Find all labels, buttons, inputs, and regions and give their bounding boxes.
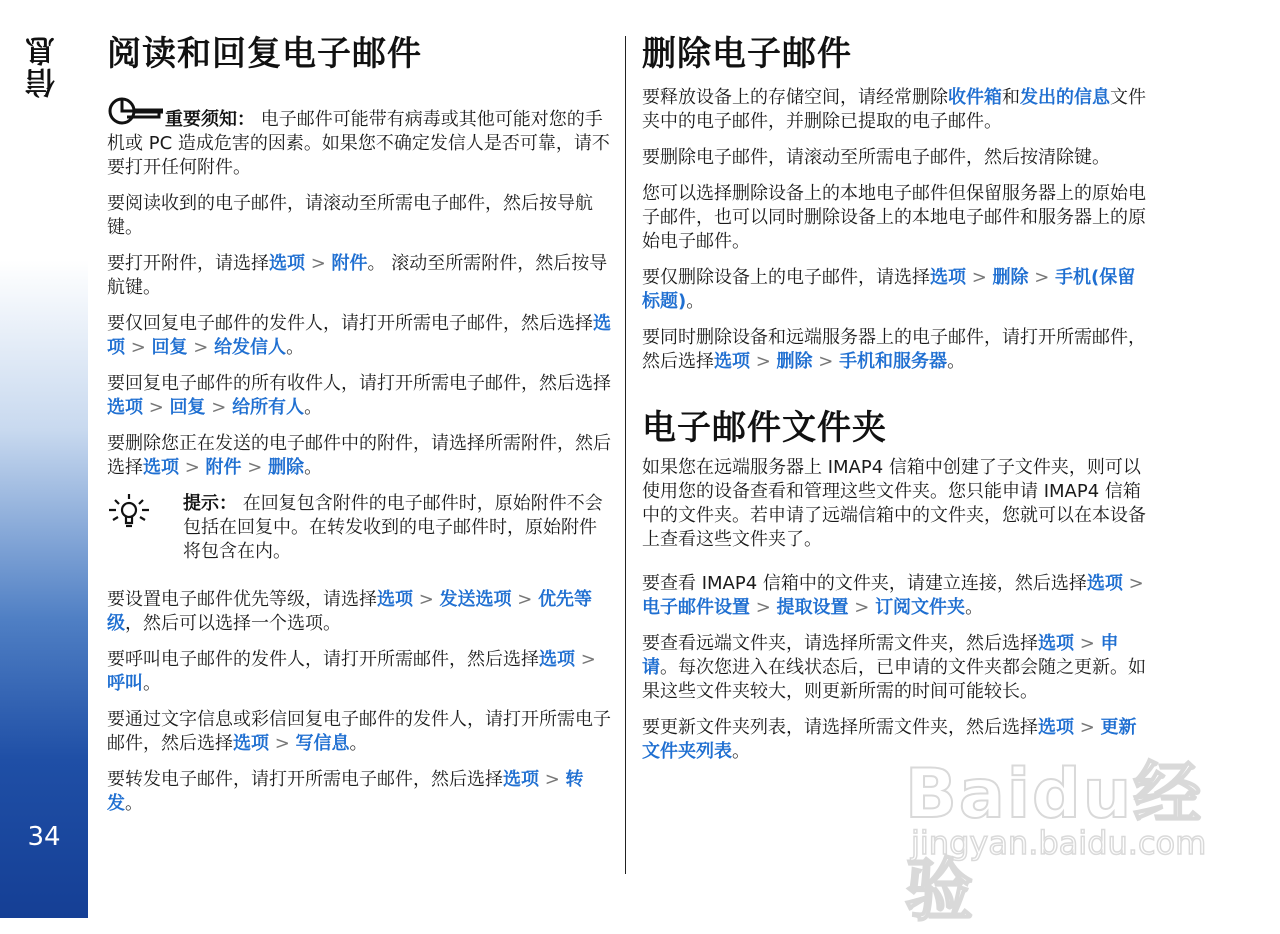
menu-attachments: 附件	[205, 457, 242, 478]
note-text: 电子邮件可能带有病毒或其他可能对您的手机或 PC 造成危害的因素。如果您不确定发信人是否可靠，请不要打开任何附件。	[107, 109, 610, 178]
folder-inbox: 收件箱	[948, 87, 1002, 108]
menu-options: 选项	[1038, 633, 1074, 654]
menu-options: 选项	[714, 351, 750, 372]
section-title-folders: 电子邮件文件夹	[642, 408, 887, 448]
menu-phone-and-server: 手机和服务器	[839, 351, 948, 372]
important-note	[107, 108, 612, 180]
menu-subscribe: 申请	[642, 633, 1119, 678]
paragraph-update-list: 要更新文件夹列表，请选择所需文件夹，然后选择选项 > 更新文件夹列表。	[642, 717, 1137, 762]
menu-delete: 删除	[992, 267, 1029, 288]
paragraph-open-attachment: 要打开附件，请选择选项 > 附件。 滚动至所需附件，然后按导航键。	[107, 253, 608, 298]
paragraph-view-imap: 要查看 IMAP4 信箱中的文件夹，请建立连接，然后选择选项 > 电子邮件设置 > 提取设置 > 订阅文件夹。	[642, 573, 1144, 618]
right-column	[642, 30, 1147, 776]
menu-call: 呼叫	[107, 673, 143, 694]
watermark-brand: Baidu经验	[905, 755, 1204, 931]
menu-options: 选项	[1086, 573, 1123, 594]
page-number: 34	[27, 822, 61, 852]
menu-send-options: 发送选项	[439, 589, 512, 610]
paragraph-subfolders: 如果您在远端服务器上 IMAP4 信箱中创建了子文件夹，则可以使用您的设备查看和管理这些文件夹。您只能申请 IMAP4 信箱中的文件夹。若申请了远端信箱中的文件夹，您就可以在本设备上查看这些文件夹了。	[642, 457, 1146, 550]
paragraph-clear-key: 要删除电子邮件，请滚动至所需电子邮件，然后按清除键。	[642, 147, 1110, 168]
paragraph-delete-phone-only: 要仅删除设备上的电子邮件，请选择选项 > 删除 > 手机(保留标题)。	[642, 267, 1136, 312]
tip-title: 提示：	[183, 493, 237, 514]
menu-attachments: 附件	[331, 253, 368, 274]
menu-options: 选项	[539, 649, 575, 670]
menu-write-message: 写信息	[295, 733, 350, 754]
menu-options: 选项	[233, 733, 269, 754]
paragraph-read: 要阅读收到的电子邮件，请滚动至所需电子邮件，然后按导航键。	[107, 193, 593, 238]
menu-delete: 删除	[776, 351, 813, 372]
paragraph-reply-all: 要回复电子邮件的所有收件人，请打开所需电子邮件，然后选择选项 > 回复 > 给所有人。	[107, 373, 611, 418]
paragraph-call-sender: 要呼叫电子邮件的发件人，请打开所需邮件，然后选择选项 > 呼叫。	[107, 649, 596, 694]
menu-options: 选项	[503, 769, 539, 790]
menu-update-folder-list: 更新文件夹列表	[642, 717, 1137, 762]
watermark-url: jingyan.baidu.com	[911, 824, 1207, 862]
section-title-read-reply: 阅读和回复电子邮件	[107, 34, 422, 74]
menu-subscribe-folders: 订阅文件夹	[875, 597, 966, 618]
menu-priority: 优先等级	[107, 589, 593, 634]
menu-to-sender: 给发信人	[214, 337, 287, 358]
section-label: 信息	[26, 34, 61, 98]
paragraph-subscribe: 要查看远端文件夹，请选择所需文件夹，然后选择选项 > 申请。每次您进入在线状态后，已申请的文件夹都会随之更新。如果这些文件夹较大，则更新所需的时间可能较长。	[642, 633, 1146, 702]
menu-retrieval-settings: 提取设置	[776, 597, 849, 618]
note-title: 重要须知：	[165, 109, 255, 130]
tip-text: 提示： 在回复包含附件的电子邮件时，原始附件不会包括在回复中。在转发收到的电子邮件时，原始附件将包含在内。	[183, 493, 603, 562]
sidebar	[0, 0, 88, 918]
paragraph-message-reply: 要通过文字信息或彩信回复电子邮件的发件人，请打开所需电子邮件，然后选择选项 > 写信息。	[107, 709, 611, 754]
lightbulb-icon	[107, 492, 151, 532]
paragraph-reply-sender: 要仅回复电子邮件的发件人，请打开所需电子邮件，然后选择选项 > 回复 > 给发信人。	[107, 313, 611, 358]
paragraph-delete-phone-and-server: 要同时删除设备和远端服务器上的电子邮件，请打开所需邮件，然后选择选项 > 删除 > 手机和服务器。	[642, 327, 1146, 372]
menu-options: 选项	[377, 589, 413, 610]
folder-sent: 发出的信息	[1020, 87, 1110, 108]
menu-options: 选项	[930, 267, 966, 288]
menu-email-settings: 电子邮件设置	[642, 597, 750, 618]
paragraph-priority: 要设置电子邮件优先等级，请选择选项 > 发送选项 > 优先等级，然后可以选择一个选项。	[107, 589, 593, 634]
warning-hand-icon	[107, 96, 163, 126]
section-title-delete: 删除电子邮件	[642, 34, 852, 74]
paragraph-delete-attachment: 要删除您正在发送的电子邮件中的附件，请选择所需附件，然后选择选项 > 附件 > 删除。	[107, 433, 611, 478]
tip-box	[107, 492, 612, 564]
menu-delete: 删除	[268, 457, 305, 478]
column-divider	[625, 36, 626, 874]
menu-phone-keep-headers: 手机(保留标题)	[642, 267, 1136, 312]
menu-reply: 回复	[151, 337, 188, 358]
menu-options: 选项	[1038, 717, 1074, 738]
paragraph-free-memory: 要释放设备上的存储空间，请经常删除收件箱和发出的信息文件夹中的电子邮件，并删除已提取的电子邮件。	[642, 87, 1146, 132]
menu-to-all: 给所有人	[232, 397, 305, 418]
paragraph-local-vs-server: 您可以选择删除设备上的本地电子邮件但保留服务器上的原始电子邮件，也可以同时删除设备上的本地电子邮件和服务器上的原始电子邮件。	[642, 183, 1146, 252]
menu-reply: 回复	[169, 397, 206, 418]
menu-options: 选项	[143, 457, 179, 478]
left-column	[107, 30, 612, 828]
menu-options: 选项	[107, 313, 611, 358]
menu-options: 选项	[269, 253, 305, 274]
menu-forward: 转发	[107, 769, 584, 814]
paragraph-forward: 要转发电子邮件，请打开所需电子邮件，然后选择选项 > 转发。	[107, 769, 584, 814]
menu-options: 选项	[107, 397, 143, 418]
